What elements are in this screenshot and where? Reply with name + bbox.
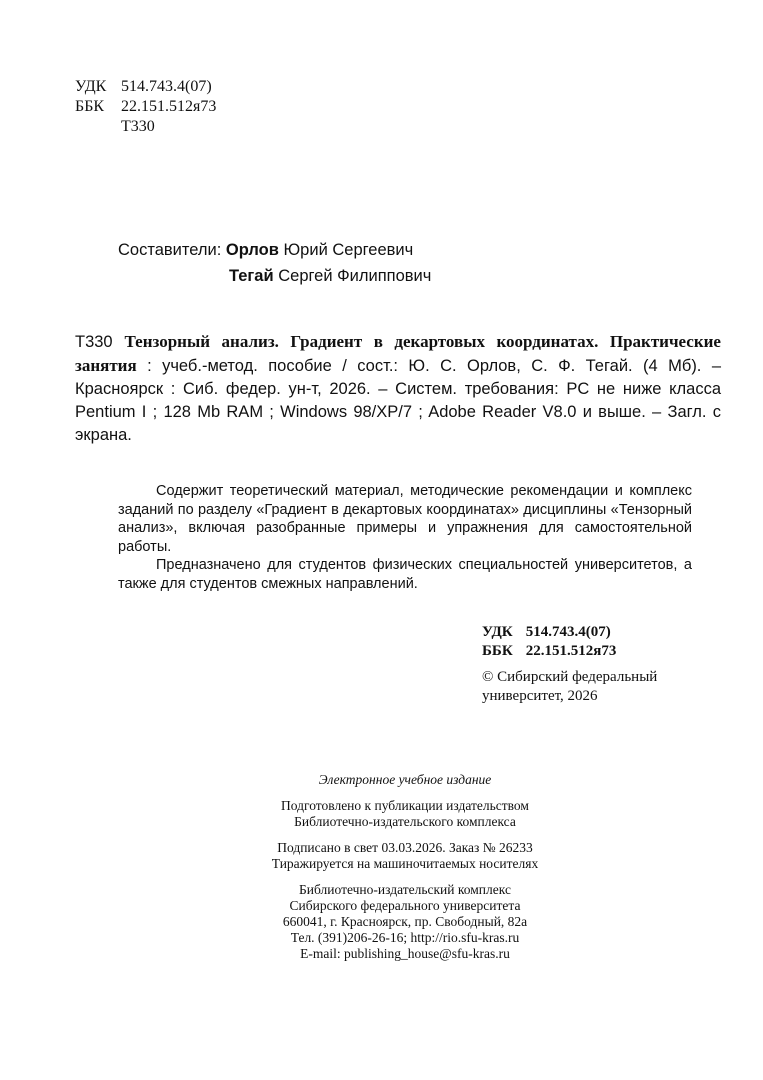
classification-block <box>75 77 216 137</box>
bbk-value: 22.151.512я73 <box>525 643 617 659</box>
preparation-info <box>0 798 763 830</box>
bbk-label: ББК <box>482 643 513 659</box>
copyright-notice: © Сибирский федеральный университет, 2026 <box>482 669 658 704</box>
udk-value: 514.743.4(07) <box>121 78 212 95</box>
author-mark: Т330 <box>121 118 155 135</box>
author-mark-row <box>75 117 216 137</box>
udk-label: УДК <box>75 78 107 95</box>
udk-row <box>482 623 616 642</box>
bbk-row <box>482 642 616 661</box>
compiler-surname: Тегай <box>229 267 274 285</box>
publisher-phone: Тел. (391)206-26-16; http://rio.sfu-kras.ru <box>290 930 520 945</box>
annotation-paragraph: Предназначено для студентов физических специальностей университетов, а также для студентов смежных направлений. <box>118 557 692 592</box>
bbk-row <box>75 97 216 117</box>
bibliographic-record <box>75 330 721 447</box>
annotation-paragraph: Содержит теоретический материал, методические рекомендации и комплекс заданий по разделу «Градиент в декартовых координатах» дисциплины «Тензорный анализ», включая разобранные примеры и упражнения для самостоятельной работы. <box>118 483 692 555</box>
compiler-row-1 <box>118 237 431 263</box>
classification-right <box>482 623 616 661</box>
udk-value: 514.743.4(07) <box>525 624 611 640</box>
annotation <box>118 482 692 593</box>
compiler-row-2 <box>118 263 431 289</box>
bbk-label: ББК <box>75 98 105 115</box>
compiler-surname: Орлов <box>225 241 279 259</box>
publisher-email: E-mail: publishing_house@sfu-kras.ru <box>300 946 510 961</box>
biblio-title: Тензорный анализ. Градиент в декартовых координатах. Практические занятия <box>75 332 721 375</box>
publisher-address: 660041, г. Красноярск, пр. Свободный, 82а <box>282 914 528 929</box>
biblio-code: Т330 <box>75 333 113 351</box>
compiler-name: Юрий Сергеевич <box>283 241 414 259</box>
publisher-info <box>0 882 763 962</box>
compilers-block <box>118 237 431 289</box>
udk-label: УДК <box>482 624 513 640</box>
publisher-line: Библиотечно-издательский комплекс <box>299 882 511 897</box>
udk-row <box>75 77 216 97</box>
media-line: Тиражируется на машиночитаемых носителях <box>271 856 539 871</box>
prep-line: Подготовлено к публикации издательством <box>281 798 529 813</box>
publisher-line: Сибирского федерального университета <box>289 898 521 913</box>
biblio-details: : учеб.-метод. пособие / сост.: Ю. С. Орлов, С. Ф. Тегай. (4 Мб). – Красноярск : Сиб. федер. ун-т, 2026. – Систем. требования: PC не ниже класса Pentium I ; 128 Mb RAM ; Windows 98/XP/7 ; Adobe Reader V8.0 и выше. – Загл. с экрана. <box>75 357 721 444</box>
bbk-value: 22.151.512я73 <box>121 98 217 115</box>
signed-line: Подписано в свет 03.03.2026. Заказ № 26233 <box>277 840 533 855</box>
imprint-block <box>0 772 763 962</box>
prep-line: Библиотечно-издательского комплекса <box>294 814 516 829</box>
edition-type: Электронное учебное издание <box>318 772 492 787</box>
compilers-label: Составители: <box>118 241 222 259</box>
publication-info <box>0 840 763 872</box>
compiler-name: Сергей Филиппович <box>278 267 432 285</box>
